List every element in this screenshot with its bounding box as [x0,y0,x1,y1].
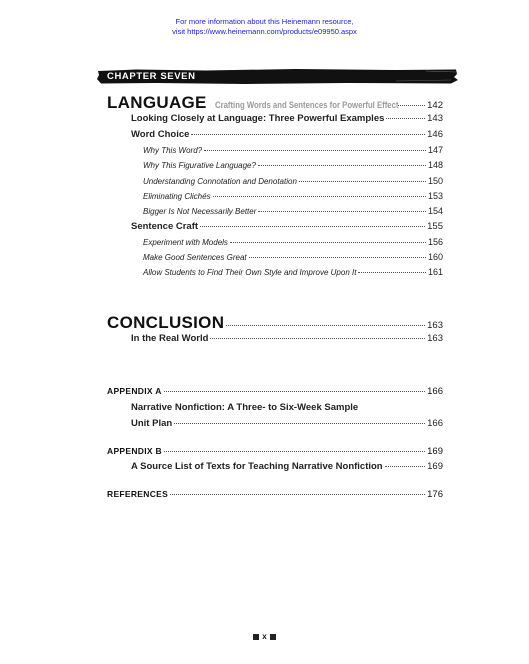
chapter-label: CHAPTER SEVEN [107,71,196,82]
dot-leader [191,134,425,135]
toc-entry[interactable] [131,221,443,232]
chapter-title: LANGUAGE [107,93,207,112]
chapter-banner [96,68,458,85]
square-ornament-icon [253,634,259,640]
page-number: 166 [427,418,443,429]
toc-entry[interactable] [131,461,443,472]
dot-leader [386,118,425,119]
page-number: 142 [427,100,443,111]
toc-entry-title: Bigger Is Not Necessarily Better [143,207,257,216]
dot-leader [398,105,425,106]
square-ornament-icon [270,634,276,640]
dot-leader [210,338,425,339]
page-number: 143 [427,113,443,124]
page-number: 156 [427,237,443,247]
toc-entry-title: Eliminating Clichés [143,192,211,201]
dot-leader [385,466,426,467]
toc-entry-title: Understanding Connotation and Denotation [143,177,297,186]
toc-subentry[interactable] [143,237,443,247]
toc-subentry[interactable] [143,160,443,170]
toc-subentry[interactable] [143,176,443,186]
page-number: 169 [427,446,443,457]
toc-entry-title: Experiment with Models [143,238,228,247]
page-number: 161 [427,267,443,277]
dot-leader [258,211,426,212]
dot-leader [299,181,426,182]
dot-leader [204,150,426,151]
appendix-b-title: APPENDIX B [107,446,162,456]
dot-leader [174,423,425,424]
toc-entry-title: Make Good Sentences Great [143,253,247,262]
page-number: 166 [427,386,443,397]
appendix-b-row[interactable] [107,446,443,457]
toc-subentry[interactable] [143,191,443,201]
page-number: 148 [427,160,443,170]
dot-leader [200,226,425,227]
page-number: 153 [427,191,443,201]
page-number: 155 [427,221,443,232]
toc-entry[interactable] [131,129,443,140]
dot-leader [164,451,425,452]
toc-entry-title: Sentence Craft [131,221,199,232]
references-title: REFERENCES [107,489,169,499]
toc-entry[interactable] [131,333,443,344]
toc-entry[interactable] [131,113,443,124]
dot-leader [258,165,426,166]
resource-note-line1: For more information about this Heinemann resource, [175,17,354,26]
toc-entry-title: In the Real World [131,333,209,344]
page-number: 147 [427,145,443,155]
conclusion-row[interactable] [107,313,443,333]
page-number: 163 [427,333,443,344]
toc-entry-title: Allow Students to Find Their Own Style and Improve Upon It [143,268,357,277]
page-number: 146 [427,129,443,140]
toc-subentry[interactable] [143,206,443,216]
toc-entry-title: Word Choice [131,129,190,140]
folio-page-number: x [262,632,267,641]
chapter-subtitle: Crafting Words and Sentences for Powerful Effect [214,100,399,110]
dot-leader [358,272,426,273]
dot-leader [226,325,425,326]
appendix-a-title: APPENDIX A [107,386,162,396]
appendix-a-row[interactable] [107,386,443,397]
dot-leader [249,257,426,258]
toc-entry-title: Why This Word? [143,146,203,155]
toc-entry-title: Looking Closely at Language: Three Powerful Examples [131,113,385,124]
toc-entry-title: A Source List of Texts for Teaching Narrative Nonfiction [131,461,383,472]
resource-note-line2: visit https://www.heinemann.com/products/e09950.aspx [172,27,357,36]
page-number: 154 [427,206,443,216]
dot-leader [230,242,426,243]
toc-subentry[interactable] [143,267,443,277]
page-number: 169 [427,461,443,472]
toc-subentry[interactable] [143,145,443,155]
page-number: 160 [427,252,443,262]
toc-entry[interactable] [131,418,443,429]
chapter-title-row[interactable] [107,93,443,113]
conclusion-title: CONCLUSION [107,313,225,332]
toc-subentry[interactable] [143,252,443,262]
page-number: 176 [427,489,443,500]
toc-entry-title: Why This Figurative Language? [143,161,256,170]
dot-leader [170,494,425,495]
page-number: 150 [427,176,443,186]
page-footer [0,633,529,641]
dot-leader [213,196,426,197]
references-row[interactable] [107,489,443,500]
appendix-a-entry-line2: Unit Plan [131,418,173,429]
appendix-a-entry-line1[interactable]: Narrative Nonfiction: A Three- to Six-Week Sample [131,402,359,413]
page-number: 163 [427,320,443,331]
dot-leader [164,391,426,392]
